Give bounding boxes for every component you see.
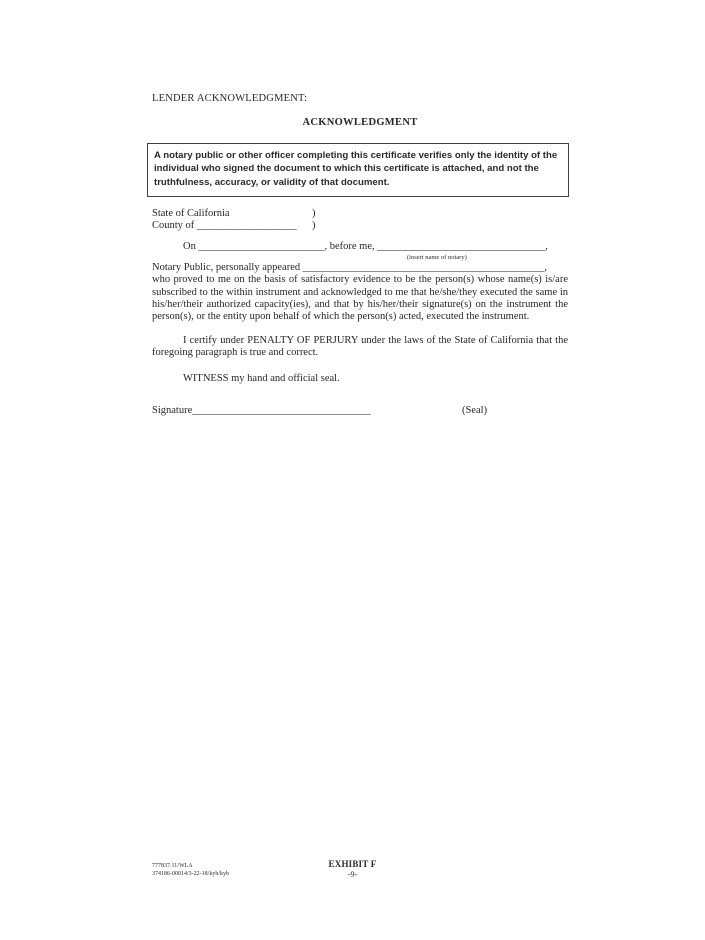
personally-appeared-line [152, 262, 568, 274]
signature-blank-field: __________________________________ [192, 405, 371, 417]
exhibit-block [0, 860, 705, 879]
notary-notice-box [147, 143, 569, 197]
county-paren: ) [312, 220, 316, 231]
document-number-line1: 777837.11/WLA [152, 863, 193, 869]
state-line [152, 208, 568, 220]
insert-name-of-notary-note: (insert name of notary) [407, 253, 467, 261]
signature-line [152, 405, 568, 417]
signature-label: Signature [152, 405, 193, 417]
lender-acknowledgment-label: LENDER ACKNOWLEDGMENT: [152, 93, 308, 104]
on-label: On [183, 241, 196, 253]
date-notary-line [152, 241, 568, 253]
personally-appeared-label: Notary Public, personally appeared [152, 261, 301, 273]
notary-name-comma: , [545, 241, 548, 253]
witness-line: WITNESS my hand and official seal. [183, 372, 340, 384]
exhibit-label: EXHIBIT F [328, 859, 377, 869]
personally-appeared-block [152, 262, 568, 324]
personally-appeared-blank-field: ______________________________________________ [302, 261, 545, 273]
document-number-line2: 374186-00014/3-22-18/kyb/kyb [152, 870, 229, 877]
notary-notice-text: A notary public or other officer completing this certificate verifies only the identity of the individual who signed the document to which this certificate is attached, and not the truthfulness, accuracy, or validity of that document. [154, 149, 558, 188]
penalty-of-perjury-paragraph: I certify under PENALTY OF PERJURY under the laws of the State of California that the foregoing paragraph is true and correct. [152, 334, 568, 359]
before-me-label: , before me, [324, 241, 375, 253]
state-paren: ) [312, 207, 316, 219]
personally-appeared-comma: , [544, 261, 547, 273]
acknowledgment-title: ACKNOWLEDGMENT [302, 117, 418, 129]
satisfactory-evidence-paragraph: who proved to me on the basis of satisfactory evidence to be the person(s) whose name(s) is/are subscribed to the within instrument and acknowledged to me that he/she/they executed the same in his/her/their authorized capacity(ies), and that by his/her/their signature(s) on the instrument the person(s), or the entity upon behalf of which the person(s) acted, executed the instrument. [152, 274, 568, 323]
date-blank-field: ________________________ [198, 241, 325, 253]
county-left [152, 220, 312, 232]
notary-name-blank-field: ________________________________ [377, 241, 546, 253]
venue-section [152, 208, 568, 233]
county-blank-field: ___________________ [196, 220, 297, 231]
state-label: State of California [152, 207, 230, 219]
county-line [152, 220, 568, 232]
page-number: -9- [347, 868, 358, 879]
seal-label: (Seal) [462, 405, 488, 417]
county-label: County of [152, 220, 195, 231]
document-content [152, 93, 568, 417]
